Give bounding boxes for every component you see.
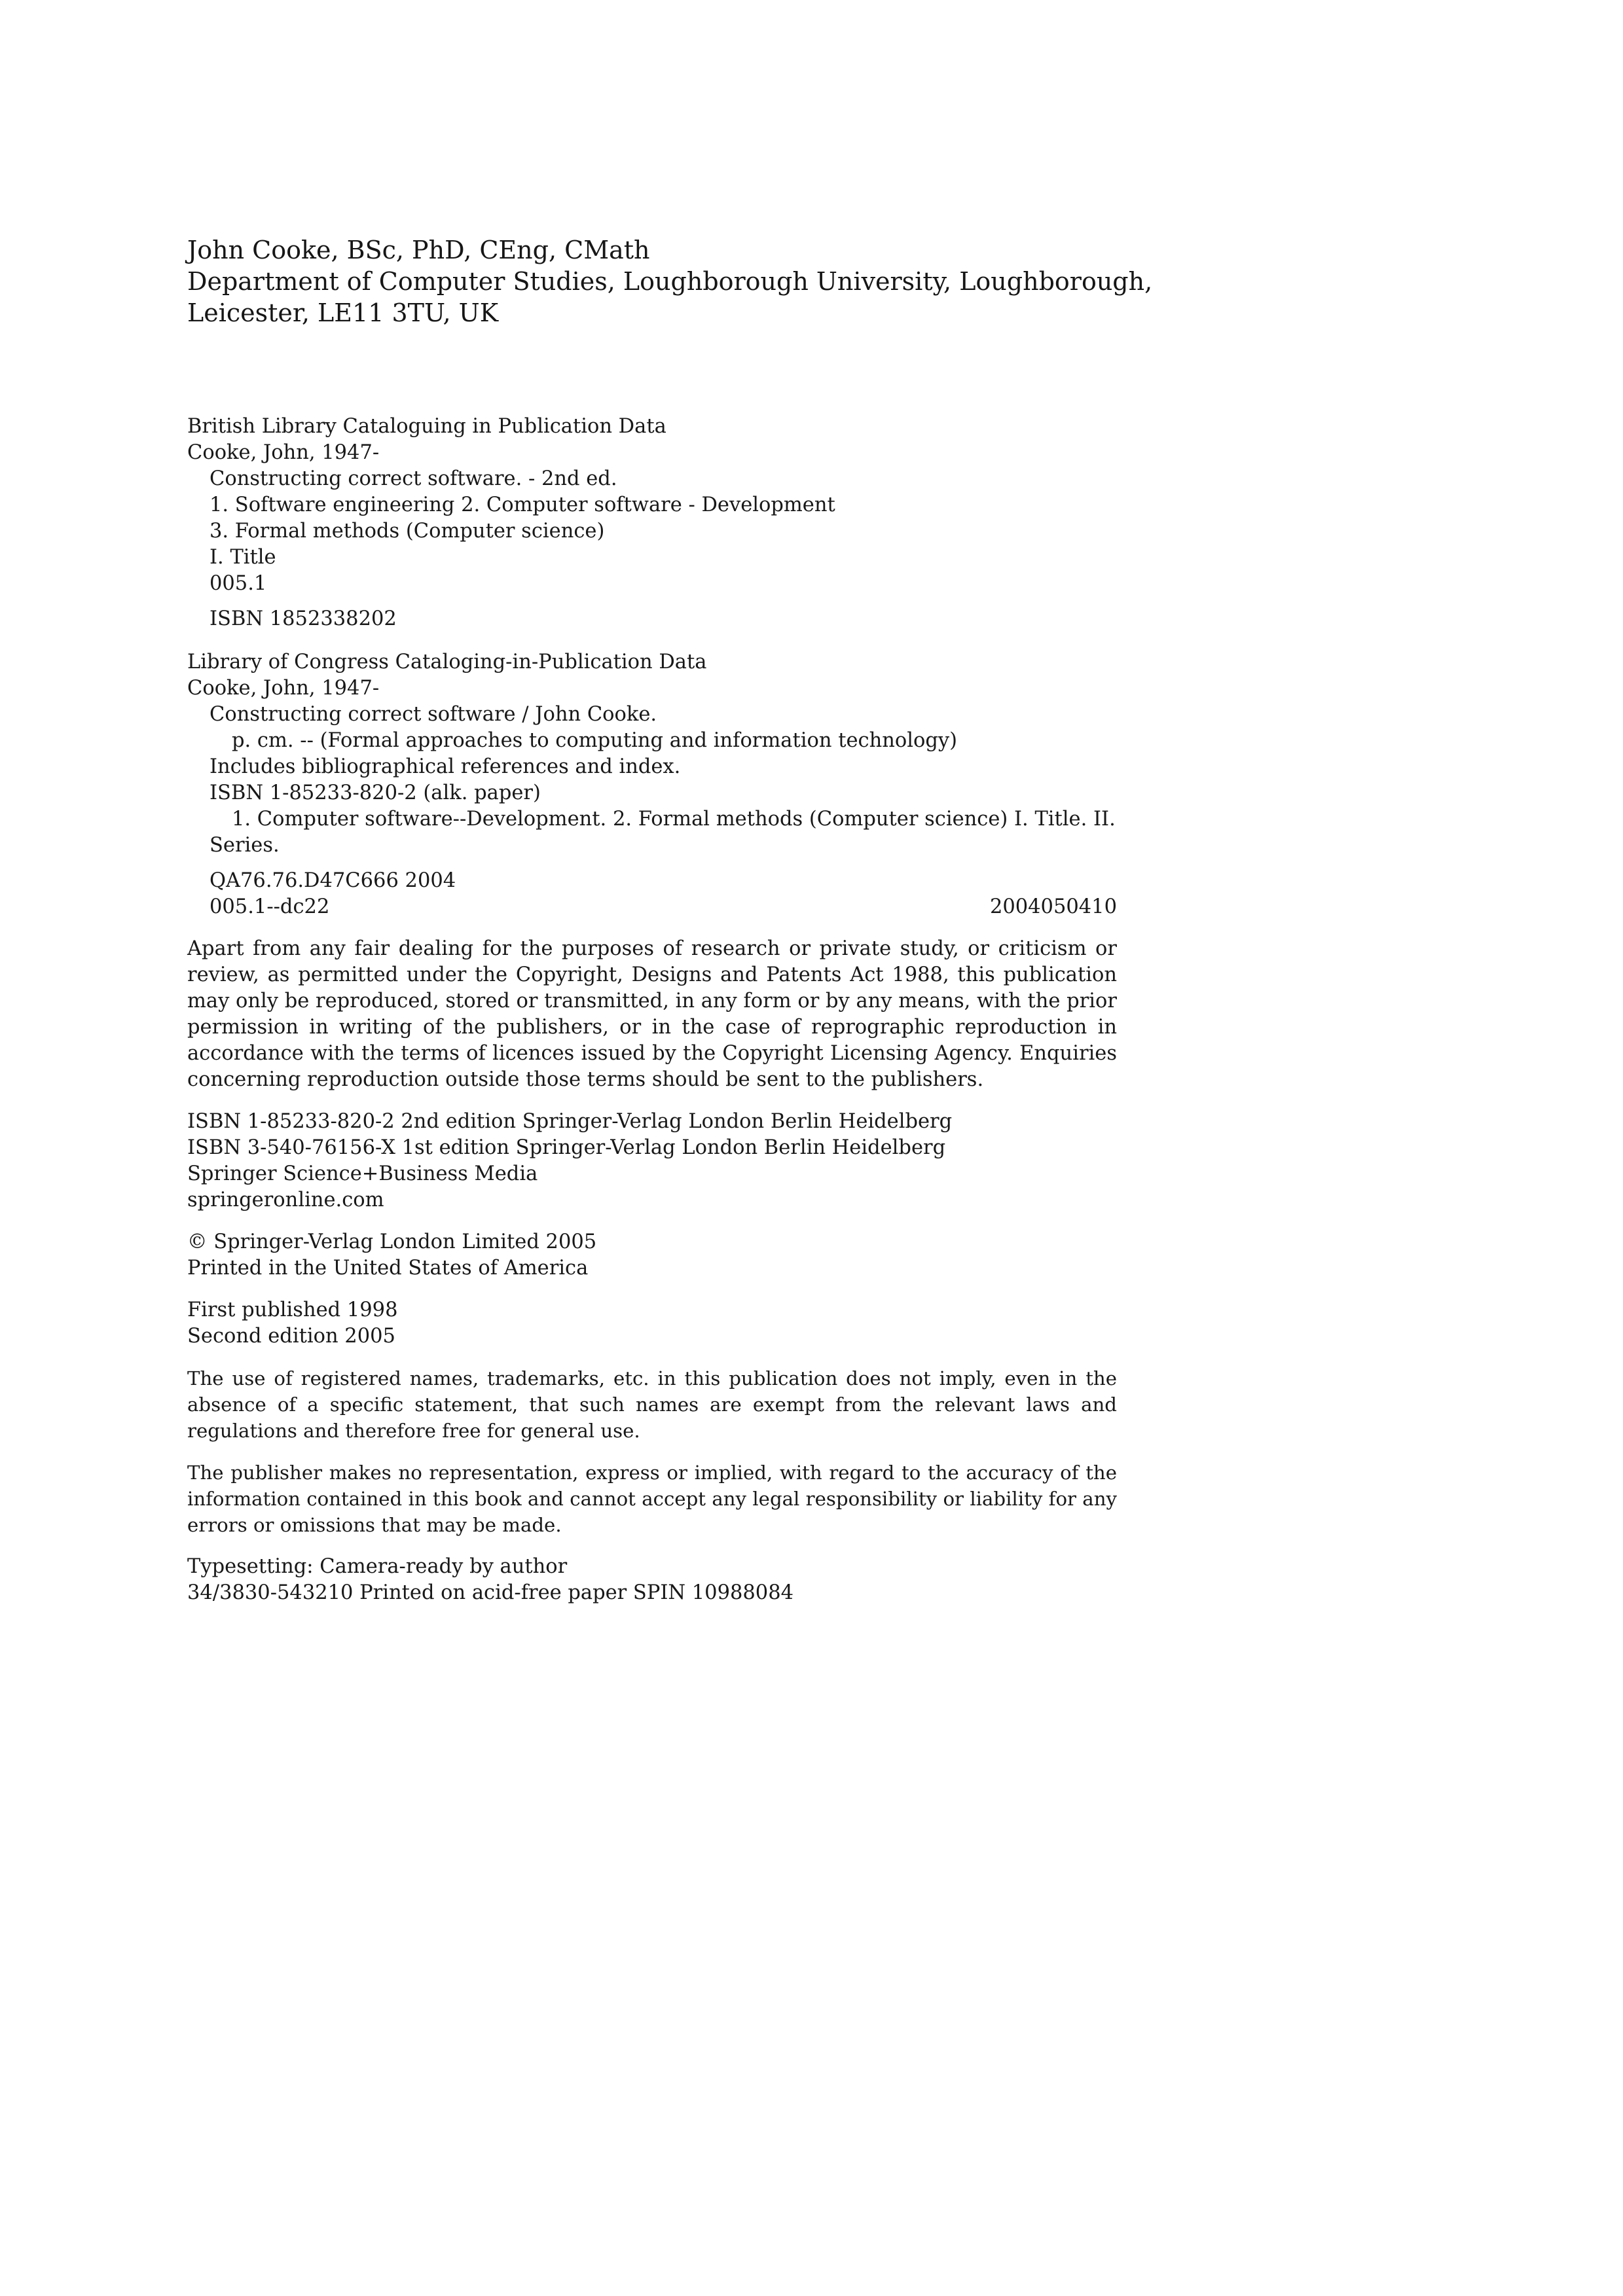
copyright-block [187, 1229, 1117, 1282]
bl-classification: 005.1 [210, 572, 267, 595]
loc-dewey: 005.1--dc22 [210, 895, 330, 918]
publisher-block [187, 1109, 1117, 1213]
copyright-line: © Springer-Verlag London Limited 2005 [187, 1230, 597, 1253]
loc-lccn: 2004050410 [989, 895, 1117, 918]
loc-bibliography-note: Includes bibliographical references and index. [210, 755, 681, 778]
edition-block [187, 1297, 1117, 1350]
trademark-notice: The use of registered names, trademarks, etc. in this publication does not imply, even in the absence of a specific statement, that such names are exempt from the relevant laws and regulations and therefore free for general use. [187, 1367, 1117, 1442]
production-codes: 34/3830-543210 Printed on acid-free paper SPIN 10988084 [187, 1581, 794, 1604]
second-edition: Second edition 2005 [187, 1325, 395, 1348]
loc-author-entry: Cooke, John, 1947- [187, 677, 380, 700]
printed-in: Printed in the United States of America [187, 1257, 589, 1280]
author-block [187, 234, 1153, 329]
library-of-congress-cip [187, 649, 1117, 920]
loc-heading: Library of Congress Cataloging-in-Publication Data [187, 651, 707, 673]
loc-series-note: p. cm. -- (Formal approaches to computing and information technology) [232, 729, 958, 752]
liability-notice: The publisher makes no representation, express or implied, with regard to the accuracy of the information contained in this book and cannot accept any legal responsibility or liability for any errors or omissions that may be made. [187, 1462, 1117, 1536]
first-published: First published 1998 [187, 1299, 398, 1321]
typesetting-line: Typesetting: Camera-ready by author [187, 1555, 568, 1578]
bl-subjects-line1: 1. Software engineering 2. Computer software - Development [210, 493, 835, 516]
bl-author-entry: Cooke, John, 1947- [187, 441, 380, 464]
loc-dewey-row [187, 894, 1117, 920]
author-affiliation-line2: Leicester, LE11 3TU, UK [187, 298, 499, 327]
bl-title: Constructing correct software. - 2nd ed. [210, 467, 617, 490]
loc-title: Constructing correct software / John Cooke. [210, 703, 657, 726]
author-affiliation-line1: Department of Computer Studies, Loughborough University, Loughborough, [187, 267, 1153, 296]
loc-subjects-line1: 1. Computer software--Development. 2. Formal methods (Computer science) I. Title. II. [232, 808, 1116, 831]
copyright-notice: Apart from any fair dealing for the purposes of research or private study, or criticism or review, as permitted under the Copyright, Designs and Patents Act 1988, this publication may only be reproduced, stored or transmitted, in any form or by any means, with the prior permission in writing of the publishers, or in the case of reprographic reproduction in accordance with the terms of licences issued by the Copyright Licensing Agency. Enquiries concerning reproduction outside those terms should be sent to the publishers. [187, 937, 1117, 1091]
isbn-1st-edition: ISBN 3-540-76156-X 1st edition Springer-Verlag London Berlin Heidelberg [187, 1136, 946, 1159]
production-block [187, 1554, 1117, 1606]
isbn-2nd-edition: ISBN 1-85233-820-2 2nd edition Springer-Verlag London Berlin Heidelberg [187, 1110, 953, 1133]
bl-title-entry: I. Title [210, 546, 276, 569]
publisher-media: Springer Science+Business Media [187, 1162, 538, 1185]
bl-subjects-line2: 3. Formal methods (Computer science) [210, 520, 605, 543]
british-library-cip [187, 414, 1117, 632]
imprint-block [187, 414, 1117, 1606]
loc-isbn: ISBN 1-85233-820-2 (alk. paper) [210, 781, 541, 804]
author-name: John Cooke, BSc, PhD, CEng, CMath [187, 236, 650, 264]
bl-isbn: ISBN 1852338202 [210, 607, 397, 630]
publisher-website: springeronline.com [187, 1189, 384, 1211]
loc-call-number: QA76.76.D47C666 2004 [210, 869, 456, 892]
loc-subjects-line2: Series. [210, 834, 280, 857]
bl-heading: British Library Cataloguing in Publication Data [187, 415, 666, 438]
